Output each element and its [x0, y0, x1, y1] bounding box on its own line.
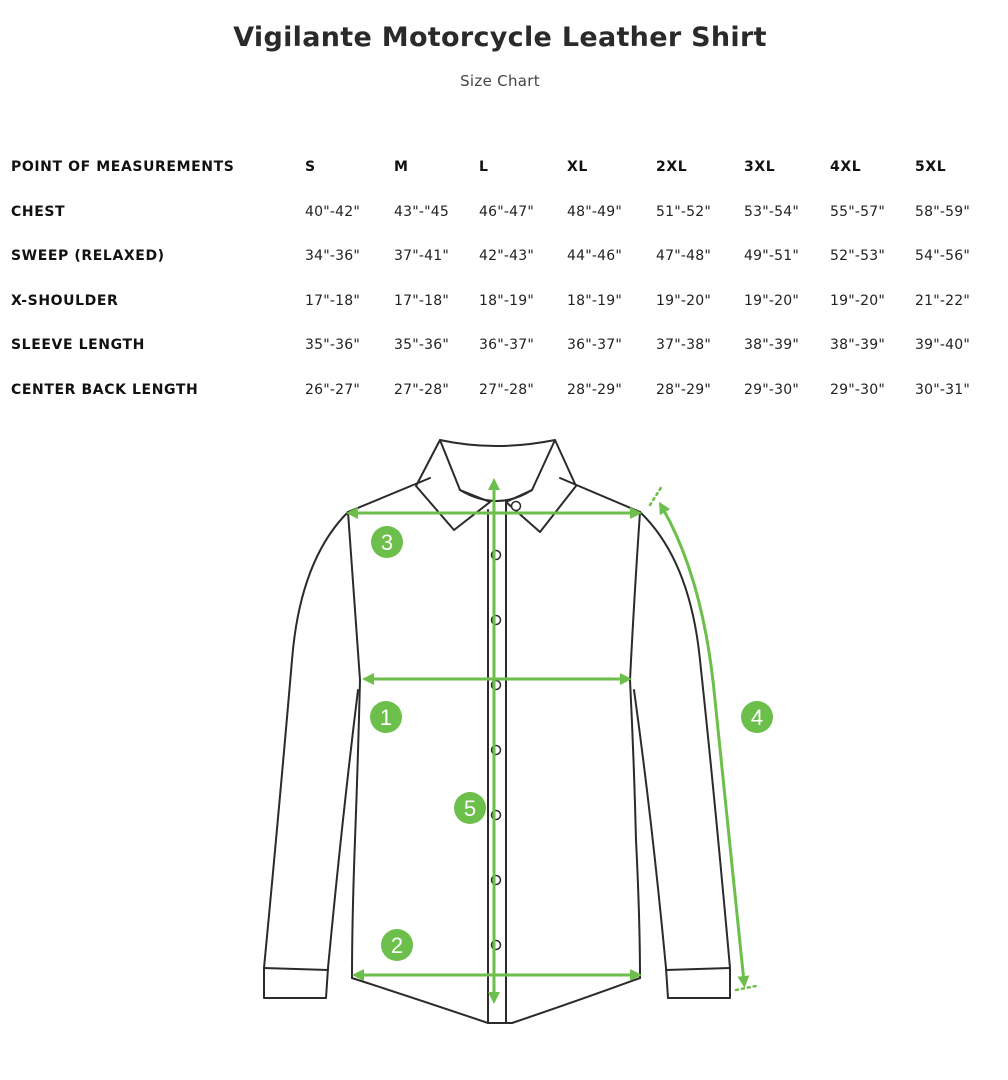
table-cell: 44"-46"	[567, 248, 622, 265]
table-cell: 34"-36"	[305, 248, 360, 265]
table-cell: 26"-27"	[305, 381, 360, 398]
table-cell: 35"-36"	[305, 337, 360, 354]
header-size-m: M	[394, 159, 409, 176]
table-cell: 29"-30"	[744, 381, 799, 398]
table-cell: 36"-37"	[479, 337, 534, 354]
row-label: CENTER BACK LENGTH	[11, 381, 199, 398]
table-cell: 17"-18"	[305, 292, 360, 309]
shirt-left-sleeve	[264, 512, 358, 998]
table-cell: 27"-28"	[394, 381, 449, 398]
table-row	[11, 234, 995, 279]
shirt-collar-right	[506, 440, 576, 532]
table-cell: 46"-47"	[479, 203, 534, 220]
table-row	[11, 368, 995, 413]
table-cell: 28"-29"	[567, 381, 622, 398]
shirt-collar-left	[416, 440, 490, 530]
svg-text:1: 1	[379, 705, 393, 730]
table-cell: 51"-52"	[656, 203, 711, 220]
row-label: CHEST	[11, 203, 66, 220]
table-cell: 42"-43"	[479, 248, 534, 265]
header-size-4xl: 4XL	[830, 159, 862, 176]
table-cell: 35"-36"	[394, 337, 449, 354]
table-cell: 54"-56"	[915, 248, 970, 265]
header-point-of-measurements: POINT OF MEASUREMENTS	[11, 159, 235, 176]
table-cell: 36"-37"	[567, 337, 622, 354]
table-cell: 19"-20"	[830, 292, 885, 309]
table-row	[11, 323, 995, 368]
table-row	[11, 190, 995, 235]
svg-text:3: 3	[380, 530, 394, 555]
row-label: X-SHOULDER	[11, 292, 119, 309]
header-size-3xl: 3XL	[744, 159, 776, 176]
marker-5	[454, 792, 486, 824]
table-header-row	[11, 145, 995, 190]
shirt-right-cuff	[666, 968, 730, 970]
measurement-arrows	[352, 484, 756, 998]
table-cell: 48"-49"	[567, 203, 622, 220]
shirt-measurement-diagram	[0, 420, 1008, 1060]
marker-4	[741, 701, 773, 733]
arrow-sleeve	[662, 507, 744, 982]
page-subtitle: Size Chart	[460, 72, 540, 90]
table-cell: 27"-28"	[479, 381, 534, 398]
table-cell: 29"-30"	[830, 381, 885, 398]
shirt-body-right-edge	[630, 512, 640, 978]
sleeve-dotted-bottom	[736, 986, 756, 990]
header-size-2xl: 2XL	[656, 159, 688, 176]
shirt-collar-band	[460, 490, 532, 501]
size-chart-table	[11, 145, 995, 412]
row-label: SLEEVE LENGTH	[11, 337, 145, 354]
shirt-body-left-edge	[348, 512, 360, 978]
row-label: SWEEP (RELAXED)	[11, 248, 165, 265]
shirt-left-cuff	[264, 968, 328, 970]
svg-text:2: 2	[390, 933, 404, 958]
table-row	[11, 279, 995, 324]
table-cell: 38"-39"	[830, 337, 885, 354]
table-cell: 40"-42"	[305, 203, 360, 220]
table-cell: 55"-57"	[830, 203, 885, 220]
svg-text:5: 5	[463, 796, 477, 821]
header-size-xl: XL	[567, 159, 588, 176]
table-cell: 30"-31"	[915, 381, 970, 398]
table-cell: 37"-41"	[394, 248, 449, 265]
svg-text:4: 4	[750, 705, 764, 730]
header-size-s: S	[305, 159, 316, 176]
table-cell: 49"-51"	[744, 248, 799, 265]
table-cell: 19"-20"	[744, 292, 799, 309]
shirt-outline	[264, 440, 730, 1023]
marker-1	[370, 701, 402, 733]
page-title: Vigilante Motorcycle Leather Shirt	[233, 22, 767, 53]
table-cell: 47"-48"	[656, 248, 711, 265]
table-cell: 43"-"45	[394, 203, 449, 220]
shirt-collar-back	[440, 440, 555, 446]
table-cell: 28"-29"	[656, 381, 711, 398]
table-cell: 39"-40"	[915, 337, 970, 354]
header-size-l: L	[479, 159, 489, 176]
table-cell: 18"-19"	[479, 292, 534, 309]
table-cell: 17"-18"	[394, 292, 449, 309]
header-size-5xl: 5XL	[915, 159, 947, 176]
table-cell: 53"-54"	[744, 203, 799, 220]
button-icon	[512, 502, 521, 511]
table-cell: 58"-59"	[915, 203, 970, 220]
shirt-right-sleeve	[634, 512, 730, 998]
table-cell: 21"-22"	[915, 292, 970, 309]
marker-3	[371, 526, 403, 558]
table-cell: 37"-38"	[656, 337, 711, 354]
table-cell: 38"-39"	[744, 337, 799, 354]
table-cell: 19"-20"	[656, 292, 711, 309]
table-cell: 52"-53"	[830, 248, 885, 265]
table-cell: 18"-19"	[567, 292, 622, 309]
shirt-hem	[352, 978, 640, 1023]
sleeve-dotted-top	[650, 486, 662, 505]
marker-2	[381, 929, 413, 961]
shirt-right-shoulder	[560, 478, 640, 512]
